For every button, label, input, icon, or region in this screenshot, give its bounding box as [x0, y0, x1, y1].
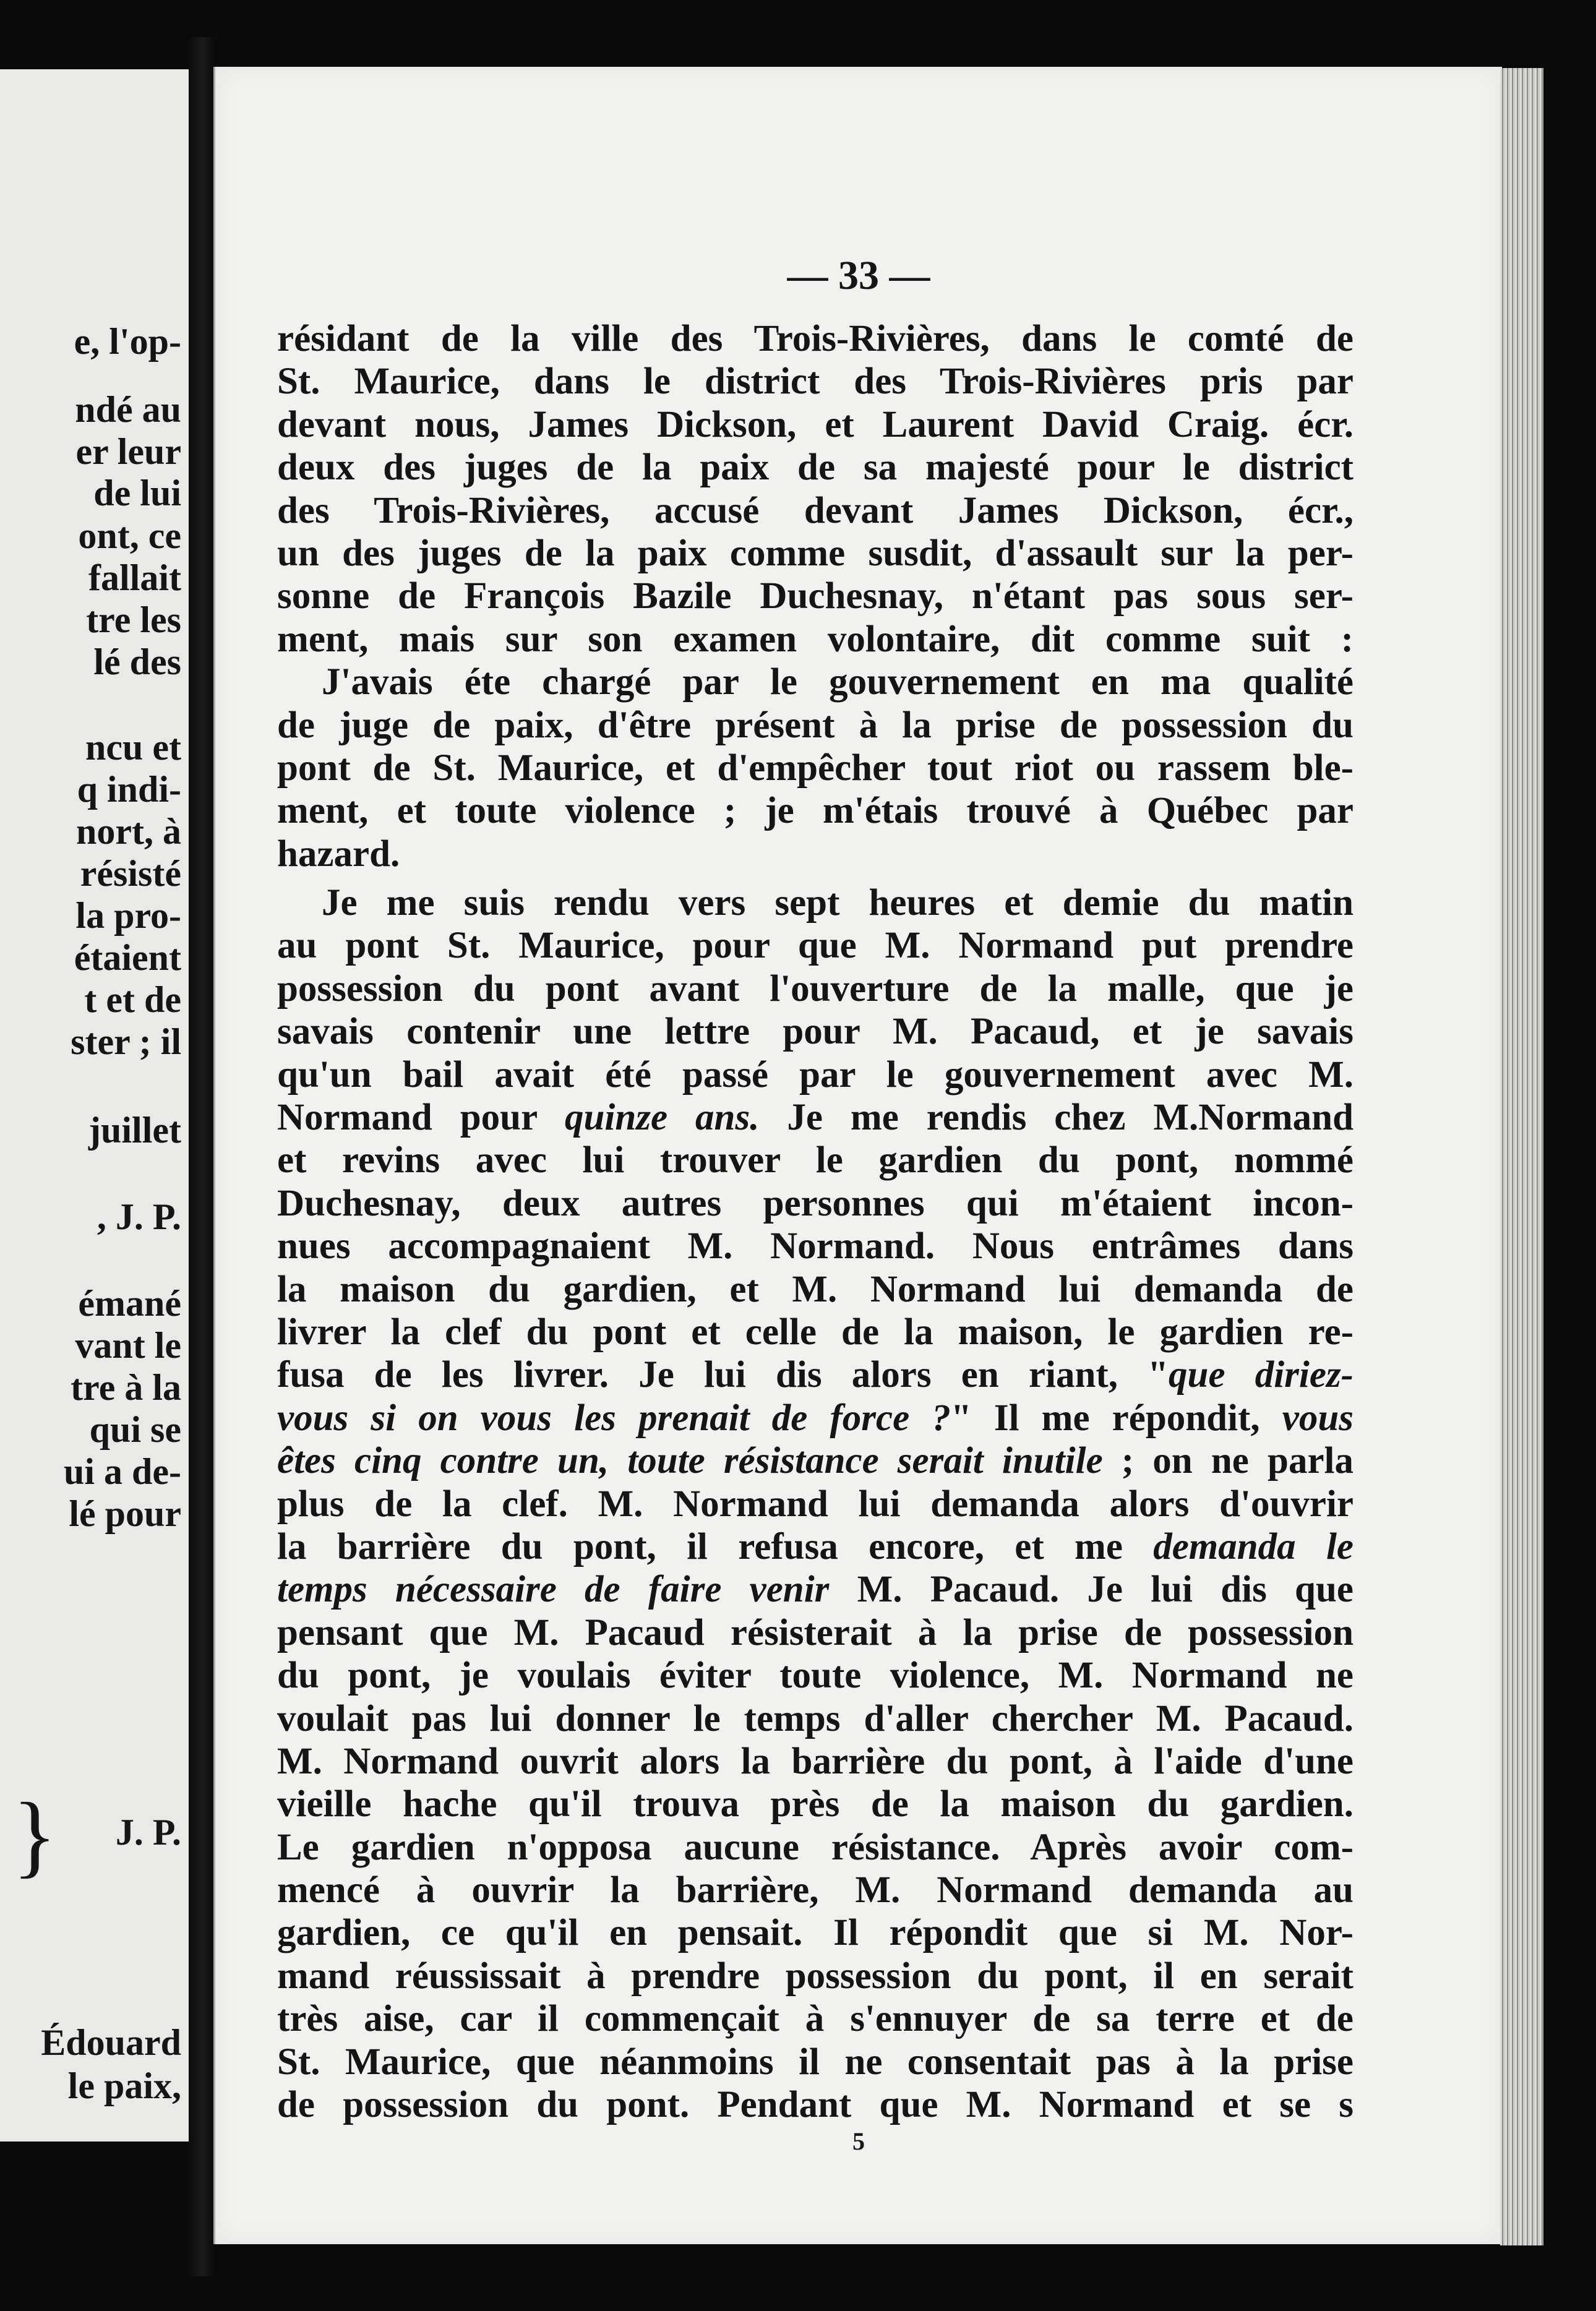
text-line: très aise, car il commençait à s'ennuyer de sa terre et de: [277, 1998, 1354, 2040]
italic-segment: vous si on vous les prenait de force ?: [277, 1397, 951, 1439]
text-segment: la barrière du pont, il refusa encore, et me: [277, 1525, 1154, 1567]
left-text-fragment: émané: [78, 1283, 181, 1324]
left-text-fragment: ster ; il: [71, 1021, 181, 1062]
left-text-fragment: fallait: [88, 557, 181, 598]
left-text-fragment: juillet: [88, 1110, 181, 1151]
text-line: St. Maurice, que néanmoins il ne consentait pas à la prise: [277, 2041, 1354, 2083]
page-body: [277, 317, 1354, 2126]
text-line: St. Maurice, dans le district des Trois-Rivières pris par: [277, 361, 1354, 403]
left-text-fragment: nort, à: [76, 811, 181, 852]
left-text-fragment: lé des: [93, 641, 181, 682]
text-line: [277, 1397, 1354, 1439]
left-text-fragment: e, l'op-: [74, 321, 181, 362]
italic-segment: que diriez-: [1169, 1354, 1354, 1396]
text-segment: Normand pour: [277, 1097, 565, 1139]
left-text-fragment: t et de: [84, 979, 181, 1020]
text-line: Je me suis rendu vers sept heures et demie du matin: [322, 882, 1354, 924]
text-line: gardien, ce qu'il en pensait. Il répondit que si M. Nor-: [277, 1912, 1354, 1954]
text-line: de juge de paix, d'être présent à la prise de possession du: [277, 704, 1354, 746]
text-line: ment, et toute violence ; je m'étais trouvé à Québec par: [277, 790, 1354, 832]
signature-mark: 5: [852, 2127, 865, 2155]
italic-segment: êtes cinq contre un, toute résistance serait inutile: [277, 1440, 1103, 1482]
text-segment: M. Pacaud. Je lui dis que: [829, 1569, 1354, 1611]
text-line: au pont St. Maurice, pour que M. Normand put prendre: [277, 925, 1354, 967]
text-line: Le gardien n'opposa aucune résistance. Après avoir com-: [277, 1826, 1354, 1868]
text-line: [277, 1439, 1354, 1482]
text-line: la maison du gardien, et M. Normand lui demanda de: [277, 1268, 1354, 1310]
text-line: un des juges de la paix comme susdit, d'assault sur la per-: [277, 532, 1354, 574]
page-edges: [1500, 68, 1543, 2245]
text-line: M. Normand ouvrit alors la barrière du pont, à l'aide d'une: [277, 1740, 1354, 1782]
left-text-fragment: J. P.: [115, 1812, 181, 1853]
brace-mark: }: [12, 1784, 57, 1887]
left-text-fragment: ont, ce: [78, 515, 181, 556]
text-line: [277, 1096, 1354, 1139]
text-line: Duchesnay, deux autres personnes qui m'étaient incon-: [277, 1182, 1354, 1224]
text-line: voulait pas lui donner le temps d'aller chercher M. Pacaud.: [277, 1697, 1354, 1739]
text-line: nues accompagnaient M. Normand. Nous entrâmes dans: [277, 1225, 1354, 1267]
italic-segment: quinze ans.: [565, 1097, 760, 1139]
text-segment: Je me rendis chez M.Normand: [759, 1097, 1354, 1139]
text-segment: " Il me répondit,: [950, 1397, 1282, 1439]
text-line: mand réussissait à prendre possession du pont, il en serait: [277, 1955, 1354, 1997]
text-line: mencé à ouvrir la barrière, M. Normand demanda au: [277, 1869, 1354, 1911]
text-line: et revins avec lui trouver le gardien du pont, nommé: [277, 1139, 1354, 1181]
text-line: [277, 1353, 1354, 1396]
text-line: du pont, je voulais éviter toute violence, M. Normand ne: [277, 1655, 1354, 1697]
text-segment: fusa de les livrer. Je lui dis alors en riant, ": [277, 1354, 1169, 1396]
text-line: [277, 1525, 1354, 1568]
left-text-fragment: qui se: [89, 1409, 181, 1450]
text-line: plus de la clef. M. Normand lui demanda alors d'ouvrir: [277, 1483, 1354, 1525]
text-line: vieille hache qu'il trouva près de la maison du gardien.: [277, 1783, 1354, 1825]
text-line: résidant de la ville des Trois-Rivières, dans le comté de: [277, 318, 1354, 359]
text-line: qu'un bail avait été passé par le gouvernement avec M.: [277, 1053, 1354, 1095]
text-line: J'avais éte chargé par le gouvernement en ma qualité: [322, 661, 1354, 703]
text-line: sonne de François Bazile Duchesnay, n'étant pas sous ser-: [277, 575, 1354, 617]
text-line: possession du pont avant l'ouverture de la malle, que je: [277, 967, 1354, 1010]
left-text-fragment: ui a de-: [63, 1451, 181, 1492]
left-text-fragment: , J. P.: [97, 1196, 181, 1237]
left-text-fragment: er leur: [75, 431, 181, 472]
text-line: hazard.: [277, 833, 400, 875]
text-line: devant nous, James Dickson, et Laurent David Craig. écr.: [277, 403, 1354, 445]
text-line: des Trois-Rivières, accusé devant James Dickson, écr.,: [277, 489, 1354, 531]
text-line: [277, 1568, 1354, 1611]
left-text-fragment: ndé au: [75, 389, 181, 430]
text-line: livrer la clef du pont et celle de la maison, le gardien re-: [277, 1311, 1354, 1353]
left-text-fragment: vant le: [75, 1325, 181, 1366]
italic-segment: demanda le: [1153, 1525, 1354, 1567]
text-line: ment, mais sur son examen volontaire, dit comme suit :: [277, 618, 1354, 660]
left-text-fragment: la pro-: [75, 895, 181, 936]
text-line: pont de St. Maurice, et d'empêcher tout riot ou rassem ble-: [277, 747, 1354, 789]
text-line: de possession du pont. Pendant que M. Normand et se s: [277, 2084, 1354, 2126]
page-number: — 33 —: [787, 253, 930, 298]
text-segment: ; on ne parla: [1102, 1440, 1354, 1482]
text-line: deux des juges de la paix de sa majesté pour le district: [277, 447, 1354, 489]
book-page: [213, 67, 1502, 2244]
left-text-fragment: tre à la: [71, 1367, 181, 1408]
text-line: savais contenir une lettre pour M. Pacaud, et je savais: [277, 1011, 1354, 1053]
left-text-fragment: ncu et: [85, 727, 181, 768]
left-text-fragment: résisté: [80, 853, 181, 894]
left-text-fragment: Édouard: [41, 2022, 181, 2063]
left-text-fragment: de lui: [93, 473, 181, 513]
book-gutter: [189, 37, 215, 2276]
previous-page-fragment: [0, 69, 190, 2142]
text-line: pensant que M. Pacaud résisterait à la prise de possession: [277, 1611, 1354, 1653]
left-text-fragment: lé pour: [69, 1493, 181, 1534]
left-text-fragment: étaient: [74, 937, 181, 978]
left-text-fragment: q indi-: [77, 769, 181, 810]
italic-segment: temps nécessaire de faire venir: [277, 1569, 830, 1611]
italic-segment: vous: [1282, 1397, 1354, 1439]
left-text-fragment: tre les: [86, 599, 181, 640]
left-text-fragment: le paix,: [67, 2065, 181, 2106]
